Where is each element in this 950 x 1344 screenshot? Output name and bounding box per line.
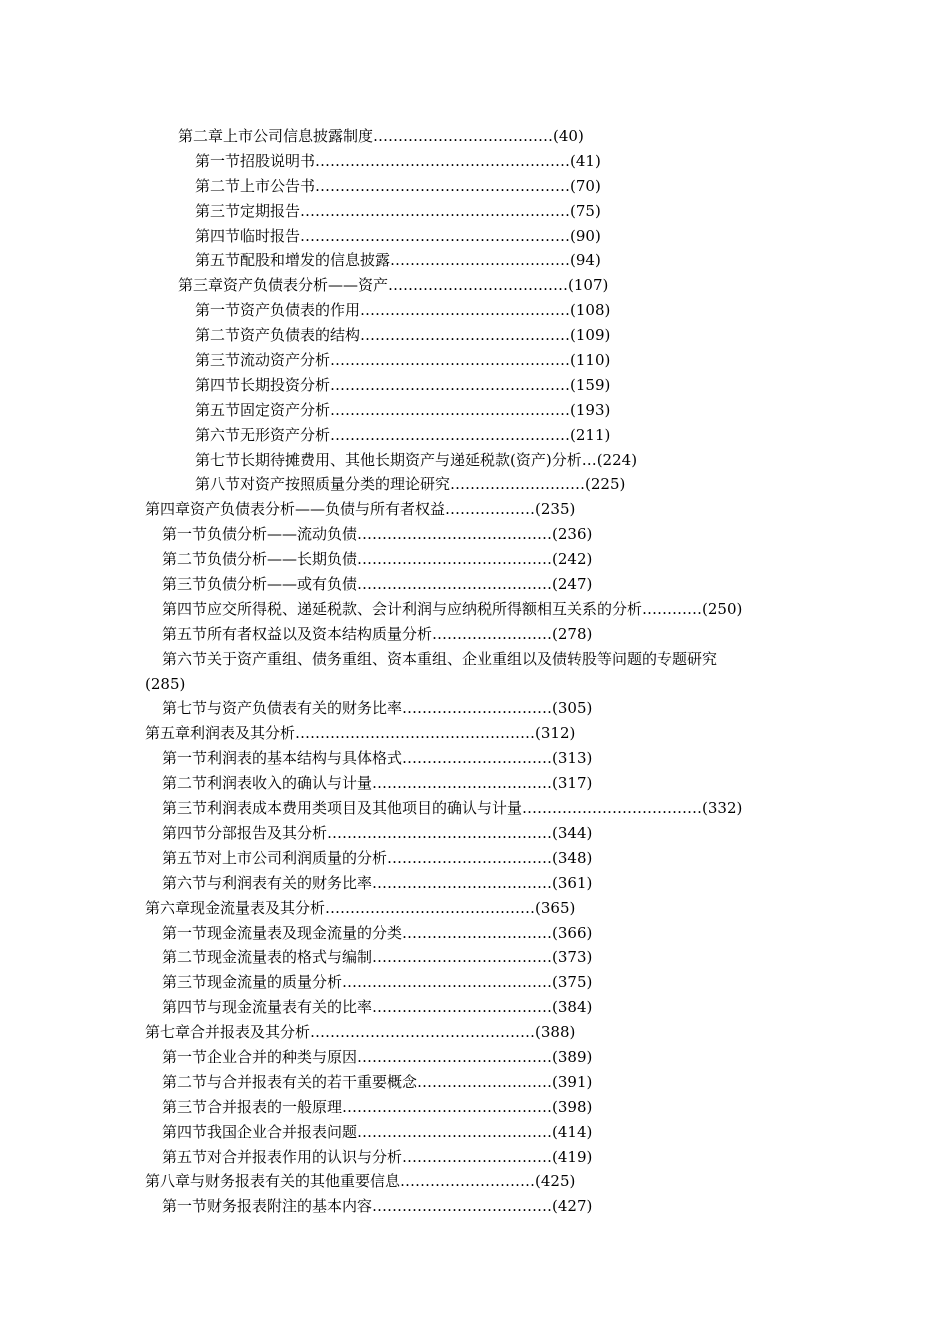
toc-entry-text: 第二节现金流量表的格式与编制………………………………(373) — [162, 948, 593, 967]
toc-line — [0, 149, 950, 174]
toc-line — [0, 497, 950, 522]
toc-entry-text: 第二章上市公司信息披露制度………………………………(40) — [178, 127, 584, 145]
toc-entry-text: 第五节配股和增发的信息披露………………………………(94) — [195, 251, 601, 270]
toc-entry-text: 第三节利润表成本费用类项目及其他项目的确认与计量………………………………(332) — [162, 799, 743, 818]
toc-entry-text: 第二节利润表收入的确认与计量………………………………(317) — [162, 774, 593, 793]
toc-entry-text: 第四节我国企业合并报表问题…………………………………(414) — [162, 1122, 593, 1141]
toc-line — [0, 1169, 950, 1194]
toc-line — [0, 572, 950, 597]
toc-line — [0, 373, 950, 398]
toc-page-number: (285) — [145, 674, 186, 693]
toc-entry-text: 第一节负债分析——流动负债…………………………………(236) — [162, 525, 593, 544]
toc-entry-text: 第四节临时报告………………………………………………(90) — [195, 226, 601, 245]
toc-entry-text: 第一节财务报表附注的基本内容………………………………(427) — [162, 1197, 593, 1216]
toc-line — [0, 672, 950, 697]
toc-entry-text: 第七节与资产负债表有关的财务比率…………………………(305) — [162, 699, 593, 718]
toc-line — [0, 1045, 950, 1070]
toc-line — [0, 547, 950, 572]
toc-line — [0, 1145, 950, 1170]
toc-entry-text: 第二节上市公告书……………………………………………(70) — [195, 176, 601, 195]
toc-line — [0, 771, 950, 796]
toc-line — [0, 224, 950, 249]
toc-entry-text: 第一节利润表的基本结构与具体格式…………………………(313) — [162, 749, 593, 768]
toc-line — [0, 945, 950, 970]
toc-line — [0, 174, 950, 199]
toc-line — [0, 298, 950, 323]
toc-entry-text: 第六节与利润表有关的财务比率………………………………(361) — [162, 873, 593, 892]
toc-line — [0, 1070, 950, 1095]
toc-line — [0, 1095, 950, 1120]
toc-line — [0, 995, 950, 1020]
toc-line — [0, 348, 950, 373]
toc-entry-text: 第五章利润表及其分析…………………………………………(312) — [145, 724, 576, 743]
toc-entry-text: 第七节长期待摊费用、其他长期资产与递延税款(资产)分析…(224) — [195, 450, 638, 469]
toc-line — [0, 522, 950, 547]
toc-entry-text: 第六节无形资产分析…………………………………………(211) — [195, 425, 611, 444]
toc-entry-text: 第二节与合并报表有关的若干重要概念………………………(391) — [162, 1072, 593, 1091]
toc-entry-text: 第七章合并报表及其分析………………………………………(388) — [145, 1023, 576, 1042]
toc-line — [0, 721, 950, 746]
toc-entry-text: 第一节资产负债表的作用……………………………………(108) — [195, 301, 611, 320]
toc-line — [0, 746, 950, 771]
toc-entry-text: 第一节企业合并的种类与原因…………………………………(389) — [162, 1047, 593, 1066]
toc-entry-text: 第八节对资产按照质量分类的理论研究………………………(225) — [195, 475, 626, 494]
toc-entry-text: 第五节固定资产分析…………………………………………(193) — [195, 400, 611, 419]
toc-entry-text: 第五节对上市公司利润质量的分析……………………………(348) — [162, 848, 593, 867]
table-of-contents — [0, 124, 950, 1219]
toc-entry-text: 第三节现金流量的质量分析……………………………………(375) — [162, 973, 593, 992]
toc-entry-text: 第一节现金流量表及现金流量的分类…………………………(366) — [162, 923, 593, 942]
toc-line — [0, 696, 950, 721]
toc-line — [0, 423, 950, 448]
toc-entry-text: 第二节资产负债表的结构……………………………………(109) — [195, 326, 611, 345]
toc-entry-text: 第三章资产负债表分析——资产………………………………(107) — [178, 276, 609, 295]
toc-line — [0, 448, 950, 473]
toc-line — [0, 622, 950, 647]
toc-line — [0, 846, 950, 871]
toc-line — [0, 970, 950, 995]
toc-line — [0, 647, 950, 672]
toc-entry-text: 第四节分部报告及其分析………………………………………(344) — [162, 823, 593, 842]
toc-line — [0, 896, 950, 921]
toc-entry-text: 第六节关于资产重组、债务重组、资本重组、企业重组以及债转股等问题的专题研究 — [162, 649, 718, 668]
toc-entry-text: 第三节定期报告………………………………………………(75) — [195, 201, 601, 220]
toc-entry-text: 第一节招股说明书……………………………………………(41) — [195, 151, 601, 170]
toc-line — [0, 273, 950, 298]
toc-entry-text: 第二节负债分析——长期负债…………………………………(242) — [162, 550, 593, 569]
toc-line — [0, 398, 950, 423]
toc-entry-text: 第六章现金流量表及其分析……………………………………(365) — [145, 898, 576, 917]
toc-line — [0, 597, 950, 622]
toc-line — [0, 199, 950, 224]
toc-line — [0, 248, 950, 273]
toc-entry-text: 第五节对合并报表作用的认识与分析…………………………(419) — [162, 1147, 593, 1166]
toc-line — [0, 323, 950, 348]
toc-entry-text: 第三节流动资产分析…………………………………………(110) — [195, 351, 611, 370]
toc-entry-text: 第四节长期投资分析…………………………………………(159) — [195, 375, 611, 394]
toc-line — [0, 796, 950, 821]
toc-line — [0, 1020, 950, 1045]
toc-entry-text: 第三节负债分析——或有负债…………………………………(247) — [162, 575, 593, 594]
toc-entry-text: 第五节所有者权益以及资本结构质量分析……………………(278) — [162, 624, 593, 643]
toc-entry-text: 第八章与财务报表有关的其他重要信息………………………(425) — [145, 1172, 576, 1191]
toc-line — [0, 871, 950, 896]
toc-line — [0, 1194, 950, 1219]
toc-line — [0, 124, 950, 149]
toc-entry-text: 第四节应交所得税、递延税款、会计利润与应纳税所得额相互关系的分析…………(250) — [162, 599, 743, 618]
toc-entry-text: 第四节与现金流量表有关的比率………………………………(384) — [162, 998, 593, 1017]
toc-line — [0, 921, 950, 946]
toc-entry-text: 第三节合并报表的一般原理……………………………………(398) — [162, 1097, 593, 1116]
toc-line — [0, 821, 950, 846]
toc-line — [0, 472, 950, 497]
toc-entry-text: 第四章资产负债表分析——负债与所有者权益………………(235) — [145, 500, 576, 519]
toc-line — [0, 1120, 950, 1145]
